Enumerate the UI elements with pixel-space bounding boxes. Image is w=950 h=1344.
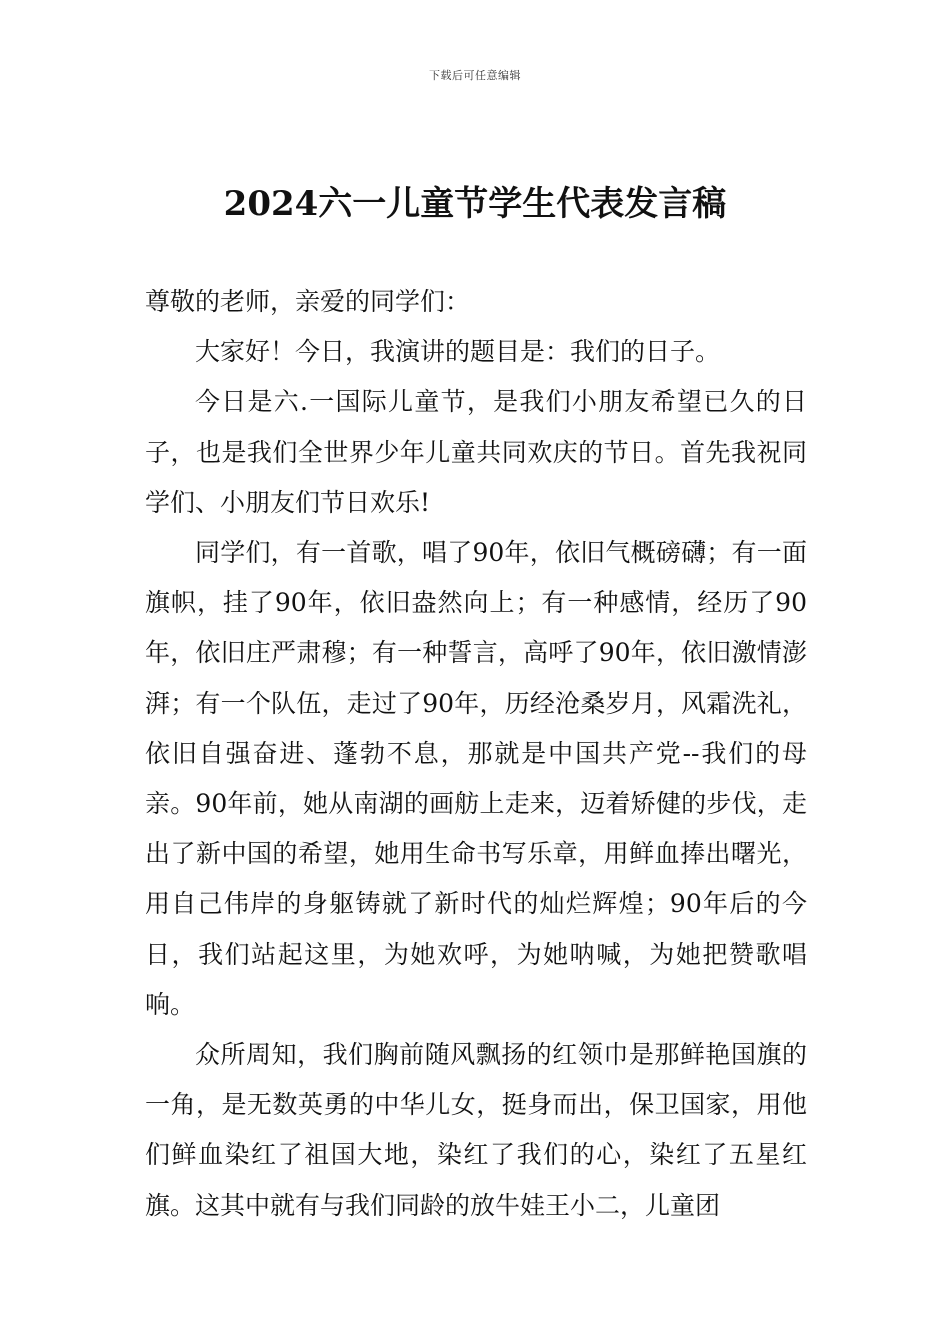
paragraph-childrens-day: 今日是六.一国际儿童节，是我们小朋友希望已久的日子，也是我们全世界少年儿童共同欢庆的节日。首先我祝同学们、小朋友们节日欢乐! [145,387,807,517]
paragraph-greeting: 大家好！今日，我演讲的题目是：我们的日子。 [195,337,721,367]
paragraph-party-history: 同学们，有一首歌，唱了90年，依旧气概磅礴；有一面旗帜，挂了90年，依旧盎然向上；有一种感情，经历了90年，依旧庄严肃穆；有一种誓言，高呼了90年，依旧激情澎湃；有一个队伍，走过了90年，历经沧桑岁月，风霜洗礼，依旧自强奋进、蓬勃不息，那就是中国共产党--我们的母亲。90年前，她从南湖的画舫上走来，迈着矫健的步伐，走出了新中国的希望，她用生命书写乐章，用鲜血捧出曙光，用自己伟岸的身躯铸就了新时代的灿烂辉煌；90年后的今日，我们站起这里，为她欢呼，为她呐喊，为她把赞歌唱响。 [145,538,807,1019]
document-body [145,277,807,1231]
header-note: 下载后可任意编辑 [429,69,521,82]
page-title: 2024六一儿童节学生代表发言稿 [223,184,727,224]
paragraph-red-scarf: 众所周知，我们胸前随风飘扬的红领巾是那鲜艳国旗的一角，是无数英勇的中华儿女，挺身而出，保卫国家，用他们鲜血染红了祖国大地，染红了我们的心，染红了五星红旗。这其中就有与我们同龄的放牛娃王小二，儿童团 [145,1040,807,1220]
salutation: 尊敬的老师，亲爱的同学们： [145,287,471,316]
